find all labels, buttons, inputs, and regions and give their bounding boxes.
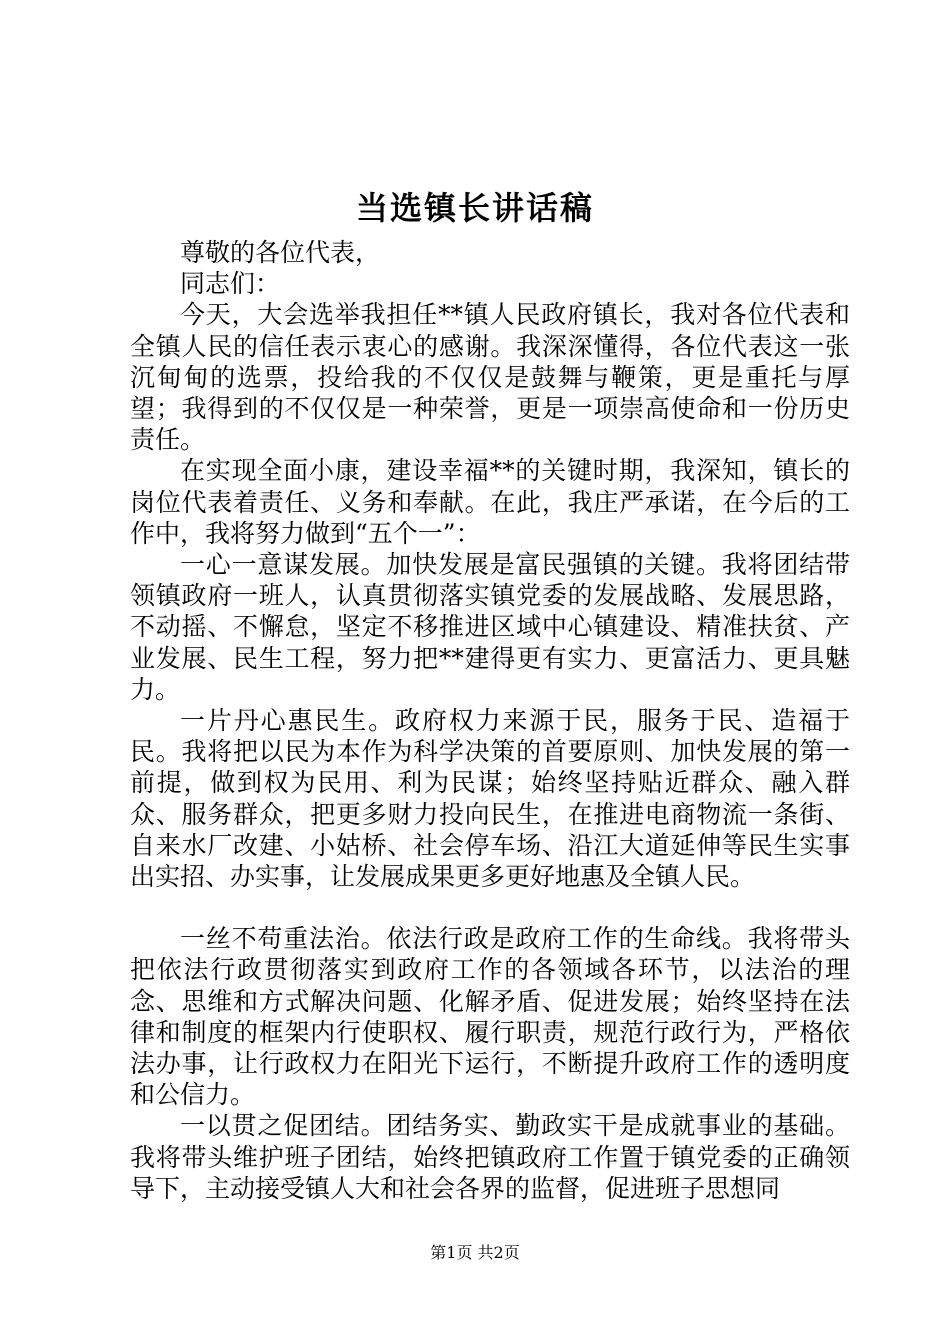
page-footer: 第1页 共2页 xyxy=(430,1243,520,1262)
paragraph: 一丝不苟重法治。依法行政是政府工作的生命线。我将带头把依法行政贯彻落实到政府工作的各领域各环节，以法治的理念、思维和方式解决问题、化解矛盾、促进发展；始终坚持在法律和制度的框架内行使职权、履行职责，规范行政行为，严格依法办事，让行政权力在阳光下运行，不断提升政府工作的透明度和公信力。 xyxy=(130,924,850,1110)
paragraph: 一片丹心惠民生。政府权力来源于民，服务于民、造福于民。我将把以民为本作为科学决策的首要原则、加快发展的第一前提，做到权为民用、利为民谋；始终坚持贴近群众、融入群众、服务群众，把更多财力投向民生，在推进电商物流一条街、自来水厂改建、小姑桥、社会停车场、沿江大道延伸等民生实事出实招、办实事，让发展成果更多更好地惠及全镇人民。 xyxy=(130,706,850,892)
paragraph: 一心一意谋发展。加快发展是富民强镇的关键。我将团结带领镇政府一班人，认真贯彻落实镇党委的发展战略、发展思路，不动摇、不懈怠，坚定不移推进区域中心镇建设、精准扶贫、产业发展、民生工程，努力把**建得更有实力、更富活力、更具魅力。 xyxy=(130,550,850,704)
document-body xyxy=(130,237,850,1204)
salutation-line: 尊敬的各位代表， xyxy=(180,238,381,267)
paragraph: 一以贯之促团结。团结务实、勤政实干是成就事业的基础。我将带头维护班子团结，始终把镇政府工作置于镇党委的正确领导下，主动接受镇人大和社会各界的监督，促进班子思想同 xyxy=(130,1111,850,1203)
document-title: 当选镇长讲话稿 xyxy=(355,189,594,227)
paragraph: 在实现全面小康，建设幸福**的关键时期，我深知，镇长的岗位代表着责任、义务和奉献。在此，我庄严承诺，在今后的工作中，我将努力做到“五个一”： xyxy=(130,456,850,548)
salutation-line: 同志们： xyxy=(180,269,281,299)
paragraph: 今天，大会选举我担任**镇人民政府镇长，我对各位代表和全镇人民的信任表示衷心的感谢。我深深懂得，各位代表这一张沉甸甸的选票，投给我的不仅仅是鼓舞与鞭策，更是重托与厚望；我得到的不仅仅是一种荣誉，更是一项崇高使命和一份历史责任。 xyxy=(130,300,850,455)
